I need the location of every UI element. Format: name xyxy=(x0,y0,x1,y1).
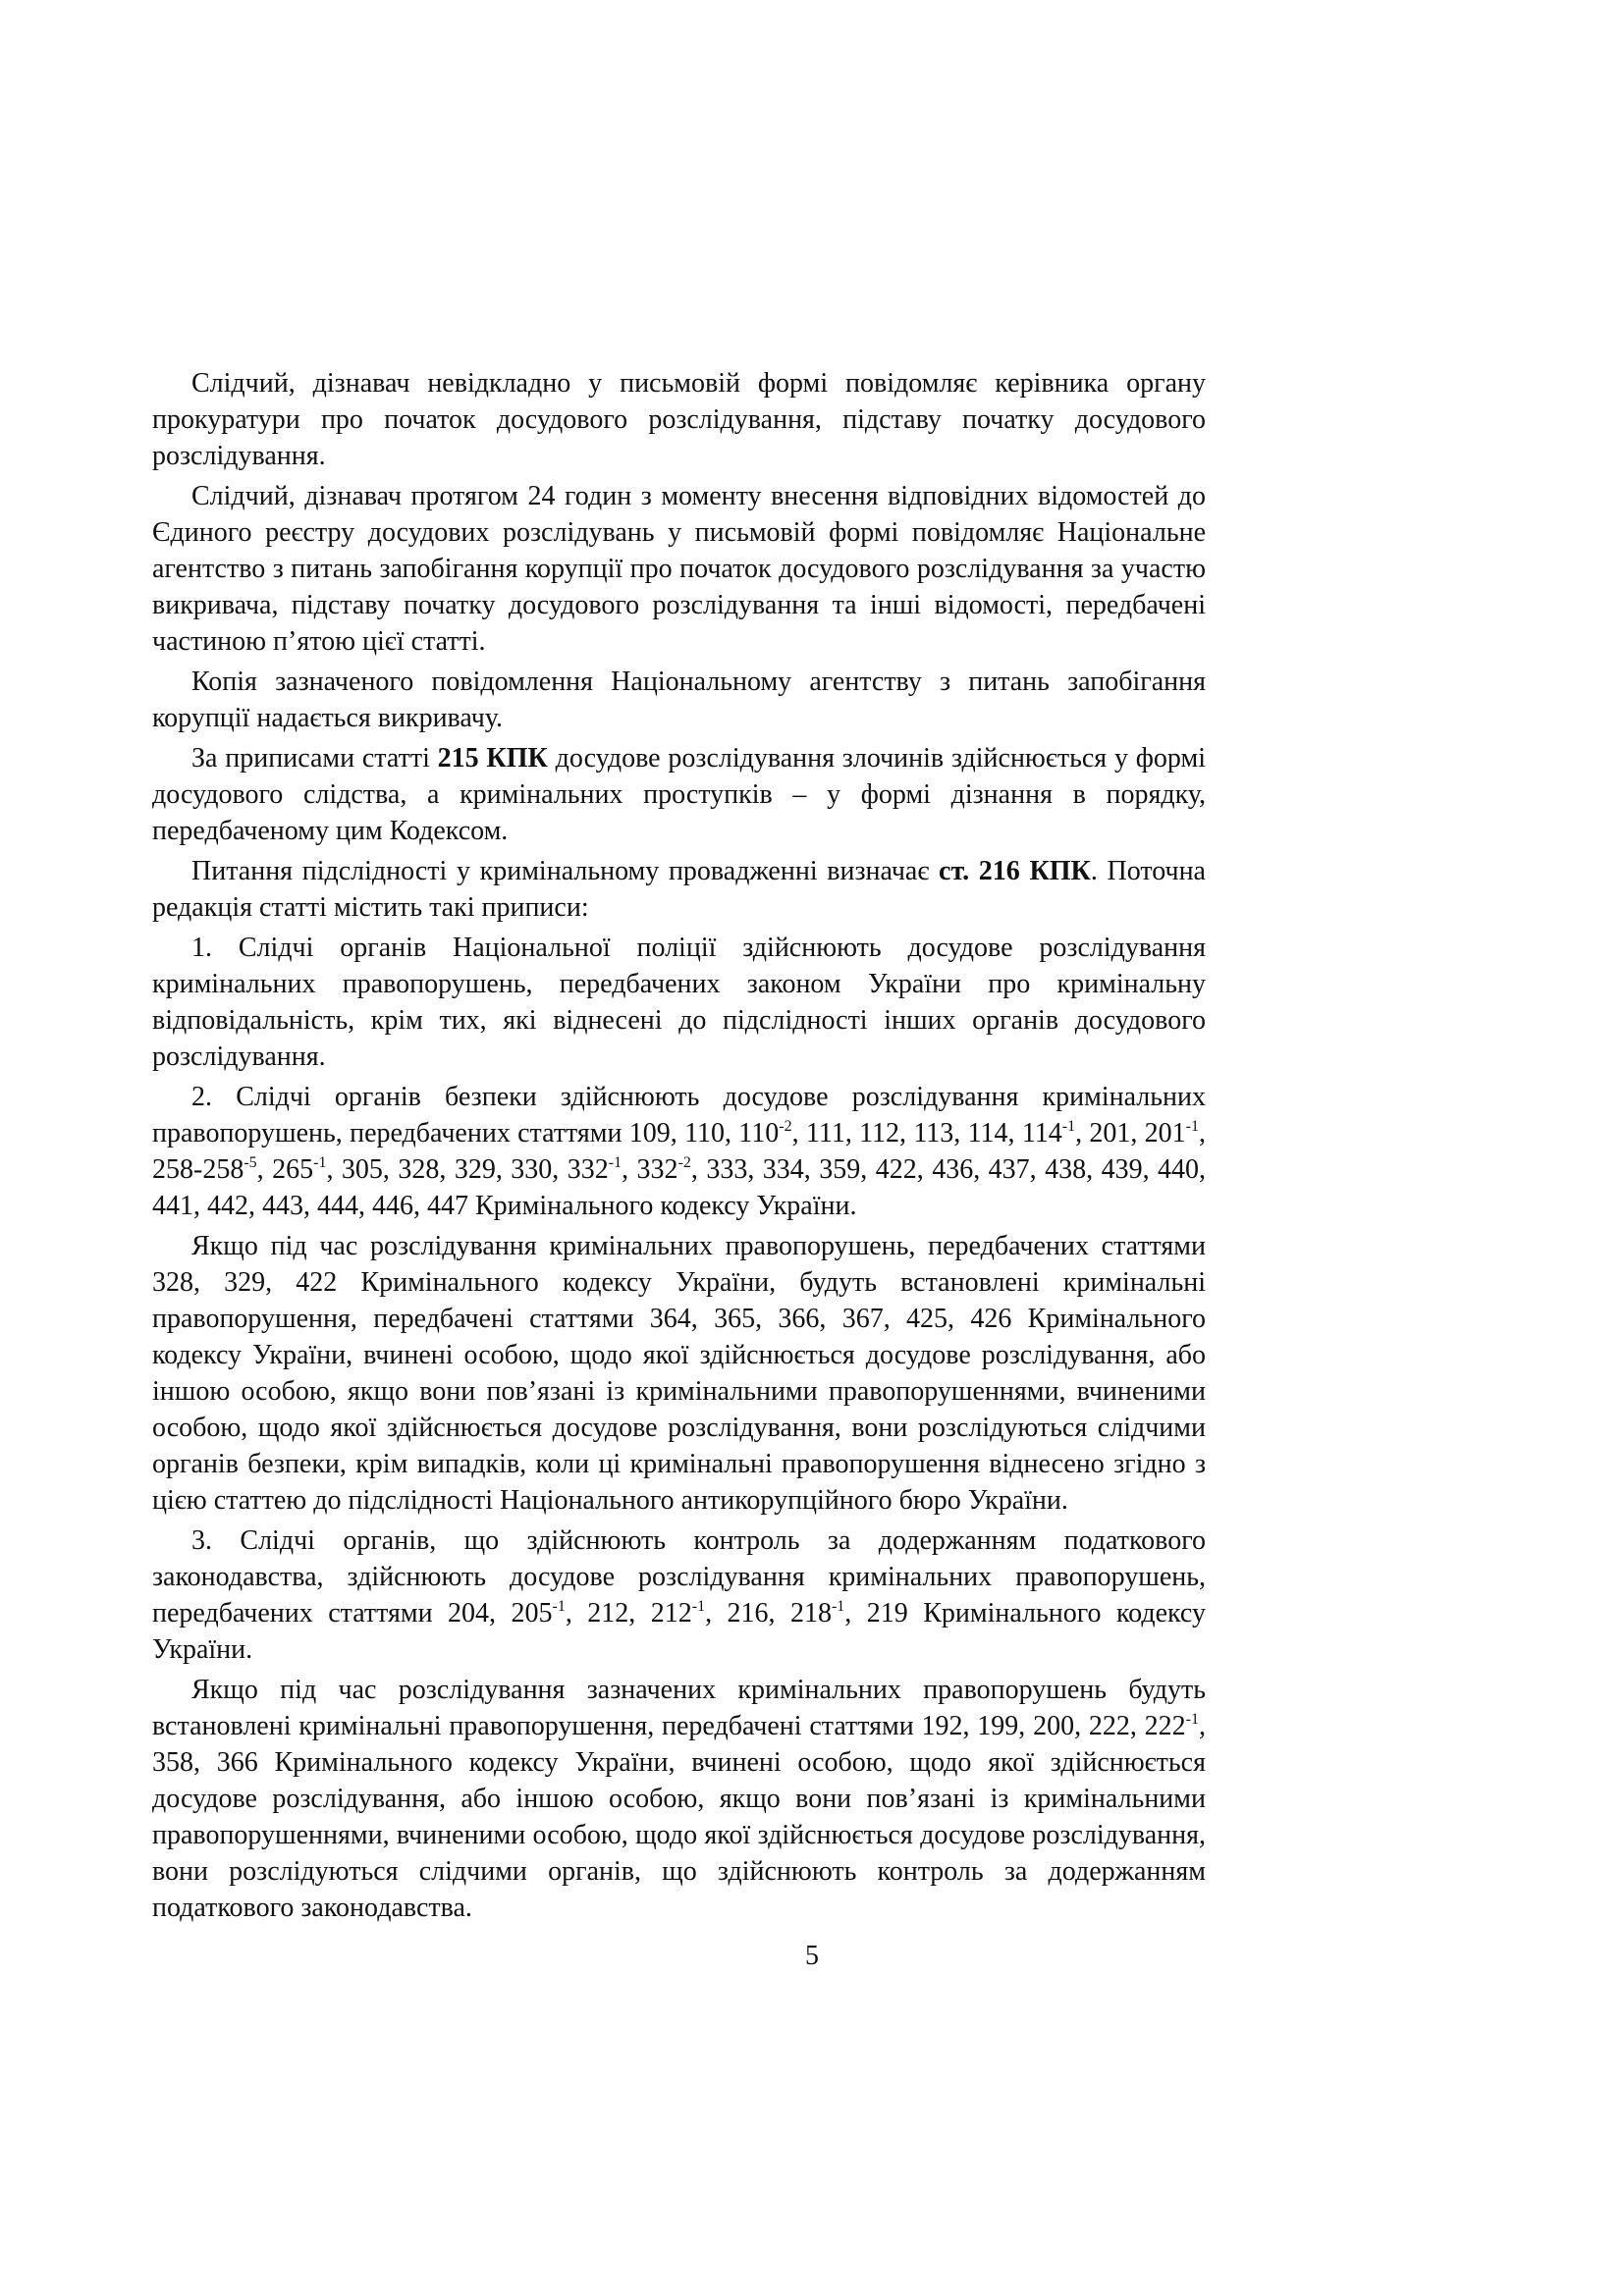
paragraph-item-2-security xyxy=(152,1079,1206,1224)
text-run: , 201, 201 xyxy=(1075,1118,1186,1148)
document-body xyxy=(152,365,1206,1926)
paragraph-notify-prosecutor: Слідчий, дізнавач невідкладно у письмовій формі повідомляє керівника органу прокуратури про початок досудового розслідування, підставу початку досудового розслідування. xyxy=(152,368,1206,471)
superscript: -2 xyxy=(677,1154,691,1171)
superscript: -1 xyxy=(552,1598,566,1615)
article-reference: ст. 216 КПК xyxy=(939,856,1091,886)
superscript: -1 xyxy=(831,1598,845,1615)
text-run: , 358, 366 Кримінального кодексу України, вчинені особою, щодо якої здійснюється досудове розслідування, або іншою особою, якщо вони пов’язані із кримінальними правопорушеннями, вчиненими особою, щодо якої здійснюється досудове розслідування, вони розслідуються слідчими органів, що здійснюють контроль за додержанням податкового законодавства. xyxy=(152,1711,1206,1923)
text-run: Якщо під час розслідування зазначених кримінальних правопорушень будуть встановлені кримінальні правопорушення, передбачені статтями 192, 199, 200, 222, 222 xyxy=(152,1675,1206,1741)
text-run: 2. Слідчі органів безпеки здійснюють досудове розслідування кримінальних правопорушень, передбачених статтями 109, 110, 110 xyxy=(152,1082,1206,1148)
paragraph-item-3-tax xyxy=(152,1522,1206,1668)
superscript: -1 xyxy=(1185,1118,1199,1135)
text-run: . Поточна редакція статті містить такі приписи: xyxy=(152,856,1206,923)
text-run: 3. Слідчі органів, що здійснюють контроль за додержанням податкового законодавства, здійснюють досудове розслідування кримінальних правопорушень, передбачених статтями 204, 205 xyxy=(152,1525,1206,1629)
text-run: , 265 xyxy=(256,1154,314,1185)
text-run: , 258-258 xyxy=(152,1118,1206,1185)
superscript: -1 xyxy=(608,1154,623,1171)
paragraph-notify-nazk: Слідчий, дізнавач протягом 24 годин з моменту внесення відповідних відомостей до Єдиного реєстру досудових розслідувань у письмовій формі повідомляє Національне агентство з питань запобігання корупції про початок досудового розслідування за участю викривача, підставу початку досудового розслідування та інші відомості, передбачені частиною п’ятою цієї статті. xyxy=(152,481,1206,657)
superscript: -2 xyxy=(779,1118,792,1135)
text-run: , 216, 218 xyxy=(705,1598,832,1629)
text-run: , 332 xyxy=(622,1154,678,1185)
text-run: , 305, 328, 329, 330, 332 xyxy=(326,1154,609,1185)
superscript: -1 xyxy=(1185,1711,1199,1728)
paragraph-article-215 xyxy=(152,740,1206,849)
text-run: досудове розслідування злочинів здійснюється у формі досудового слідства, а кримінальних проступків – у формі дізнання в порядку, передбаченому цим Кодексом. xyxy=(152,743,1206,846)
superscript: -1 xyxy=(691,1598,706,1615)
paragraph-copy-to-whistleblower: Копія зазначеного повідомлення Національному агентству з питань запобігання корупції надається викривачу. xyxy=(152,667,1206,733)
article-reference: 215 КПК xyxy=(437,743,548,774)
text-run: За приписами статті xyxy=(191,743,438,774)
superscript: -1 xyxy=(1061,1118,1076,1135)
text-run: , 111, 112, 113, 114, 114 xyxy=(791,1118,1062,1148)
paragraph-tax-exception xyxy=(152,1672,1206,1926)
text-run: , 333, 334, 359, 422, 436, 437, 438, 439, 440, 441, 442, 443, 444, 446, 447 Кримінального кодексу України. xyxy=(152,1154,1207,1221)
text-run: Питання підслідності у кримінальному провадженні визначає xyxy=(191,856,940,886)
page-number: 5 xyxy=(805,1941,819,1971)
superscript: -1 xyxy=(313,1154,327,1171)
paragraph-article-216 xyxy=(152,853,1206,926)
superscript: -5 xyxy=(244,1154,257,1171)
text-run: , 219 Кримінального кодексу України. xyxy=(152,1598,1206,1665)
text-run: , 212, 212 xyxy=(565,1598,692,1629)
paragraph-item-1-police: 1. Слідчі органів Національної поліції здійснюють досудове розслідування кримінальних правопорушень, передбачених законом України про кримінальну відповідальність, крім тих, які віднесені до підслідності інших органів досудового розслідування. xyxy=(152,933,1206,1072)
paragraph-security-exception: Якщо під час розслідування кримінальних правопорушень, передбачених статтями 328, 329, 422 Кримінального кодексу України, будуть встановлені кримінальні правопорушення, передбачені статтями 364, 365, 366, 367, 425, 426 Кримінального кодексу України, вчинені особою, щодо якої здійснюється досудове розслідування, або іншою особою, якщо вони пов’язані із кримінальними правопорушеннями, вчиненими особою, щодо якої здійснюється досудове розслідування, вони розслідуються слідчими органів безпеки, крім випадків, коли ці кримінальні правопорушення віднесено згідно з цією статтею до підслідності Національного антикорупційного бюро України. xyxy=(152,1231,1206,1516)
